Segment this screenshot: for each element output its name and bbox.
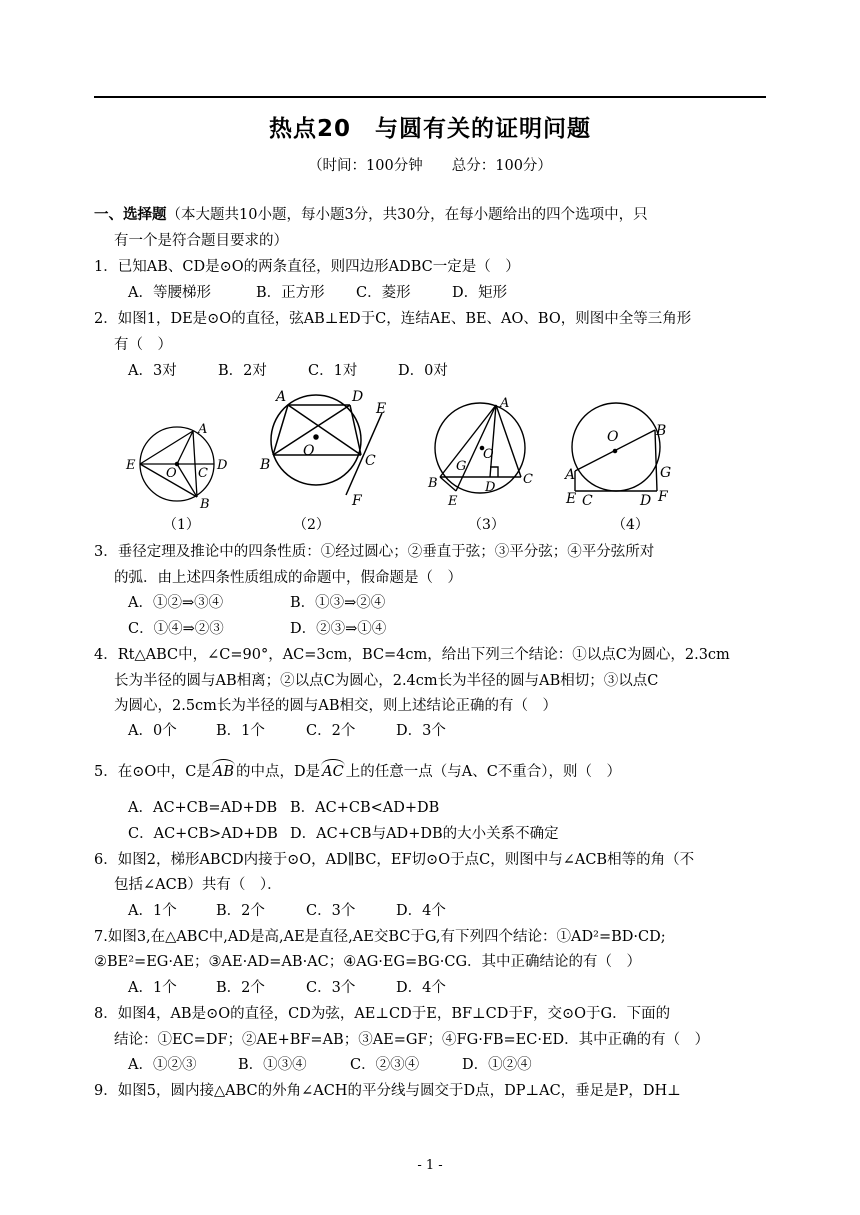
fig4-label-e: E (566, 491, 577, 507)
q8-option-a: A．①②③ (128, 1057, 197, 1073)
q6-option-a: A．1个 (128, 903, 177, 919)
q5-option-c: C．AC+CB>AD+DB (128, 826, 278, 842)
q5-stem-part2: 的中点，D是 (236, 764, 321, 780)
fig2-label-e: E (376, 401, 387, 417)
q4-stem-1: 4．Rt△ABC中，∠C=90°，AC=3cm，BC=4cm，给出下列三个结论：①以点C为圆心，2.3cm (94, 647, 730, 663)
q3-options-row1 (128, 593, 385, 613)
fig4-label-o: O (607, 429, 619, 445)
fig1-label-e: E (126, 458, 136, 473)
q7-options (128, 978, 446, 998)
fig4-label-b: B (656, 423, 667, 439)
q2-stem-2: 有（ ） (114, 337, 172, 353)
q4-options (128, 721, 446, 741)
fig4-label-d: D (640, 493, 652, 509)
q4-option-a: A．0个 (128, 723, 177, 739)
figures-row (120, 385, 700, 535)
fig2-label-d: D (352, 389, 364, 405)
q5-arc-ac: AC (322, 764, 344, 780)
q6-stem-2: 包括∠ACB）共有（ ）． (114, 877, 282, 893)
figure-2 (259, 389, 386, 509)
q7-option-b: B．2个 (216, 980, 265, 996)
fig4-label-g: G (660, 465, 672, 481)
fig2-label-a: A (276, 389, 287, 405)
q6-option-c: C．3个 (306, 903, 356, 919)
q5-arc-ab: AB (212, 764, 234, 780)
q6-option-d: D．4个 (396, 903, 446, 919)
figure-3-caption: （3） (468, 517, 505, 533)
q2-stem-1: 2．如图1，DE是⊙O的直径，弦AB⊥ED于C，连结AE、BE、AO、BO，则图中全等三角形 (94, 311, 692, 327)
q3-stem-1: 3．垂径定理及推论中的四条性质：①经过圆心；②垂直于弦；③平分弦；④平分弦所对 (94, 544, 655, 560)
page-title: 热点20 与圆有关的证明问题 (268, 116, 591, 142)
q3-option-c: C．①④⇒②③ (128, 621, 224, 637)
q5-option-d: D．AC+CB与AD+DB的大小关系不确定 (290, 826, 559, 842)
figure-2-caption: （2） (293, 517, 330, 533)
q8-stem-2: 结论：①EC=DF；②AE+BF=AB；③AE=GF；④FG·FB=EC·ED．其中正确的有（ ） (114, 1032, 710, 1048)
fig3-label-b: B (428, 476, 438, 491)
fig4-label-c: C (582, 493, 593, 509)
q5-stem-part1: 5．在⊙O中，C是 (94, 764, 211, 780)
q6-option-b: B．2个 (216, 903, 265, 919)
q9-stem-1: 9．如图5，圆内接△ABC的外角∠ACH的平分线与圆交于D点，DP⊥AC，垂足是P，DH⊥ (94, 1083, 681, 1099)
figure-4 (563, 403, 671, 509)
fig1-label-o: O (166, 466, 177, 481)
q6-stem-1: 6．如图2，梯形ABCD内接于⊙O，AD∥BC，EF切⊙O于点C，则图中与∠ACB相等的角（不 (94, 852, 695, 868)
section-heading-line (94, 205, 648, 225)
q4-stem-3: 为圆心，2.5cm长为半径的圆与AB相交，则上述结论正确的有（ ） (114, 698, 558, 714)
q3-options-row2 (128, 619, 386, 639)
fig3-label-o: O (483, 447, 494, 462)
fig3-label-g: G (456, 459, 467, 474)
q7-option-c: C．3个 (306, 980, 356, 996)
top-rule (94, 96, 766, 98)
q7-option-d: D．4个 (396, 980, 446, 996)
q4-option-b: B．1个 (216, 723, 265, 739)
q1-option-c: C．菱形 (356, 285, 411, 301)
q8-option-b: B．①③④ (238, 1057, 307, 1073)
q7-stem-2: ②BE²=EG·AE；③AE·AD=AB·AC；④AG·EG=BG·CG．其中正确结论的有（ ） (94, 954, 642, 970)
fig3-label-d: D (485, 480, 496, 495)
q3-option-a: A．①②⇒③④ (128, 595, 224, 611)
q8-options (128, 1055, 532, 1075)
q4-option-c: C．2个 (306, 723, 356, 739)
fig1-label-d: D (217, 458, 228, 473)
q1-option-a: A．等腰梯形 (128, 285, 211, 301)
q2-option-c: C．1对 (308, 363, 358, 379)
page-subtitle: （时间：100分钟 总分：100分） (308, 158, 552, 174)
figure-1-caption: （1） (163, 517, 200, 533)
section-desc-2: 有一个是符合题目要求的） (114, 233, 288, 249)
figure-1 (125, 422, 228, 512)
q7-option-a: A．1个 (128, 980, 177, 996)
fig1-label-a: A (198, 422, 208, 437)
figure-4-caption: （4） (612, 517, 649, 533)
q5-stem (94, 762, 621, 782)
fig3-label-c: C (523, 472, 533, 487)
q1-options (128, 283, 507, 303)
section-desc-1: （本大题共10小题，每小题3分，共30分，在每小题给出的四个选项中，只 (166, 207, 648, 223)
fig3-label-a: A (500, 396, 510, 411)
figure-3 (427, 396, 533, 509)
q4-option-d: D．3个 (396, 723, 446, 739)
q3-option-b: B．①③⇒②④ (290, 595, 386, 611)
q4-stem-2: 长为半径的圆与AB相离；②以点C为圆心，2.4cm长为半径的圆与AB相切；③以点C (114, 673, 659, 689)
q3-option-d: D．②③⇒①④ (290, 621, 387, 637)
q5-option-b: B．AC+CB<AD+DB (290, 800, 440, 816)
q2-options (128, 361, 448, 381)
fig3-label-e: E (448, 494, 458, 509)
fig2-label-f: F (352, 493, 362, 509)
q2-option-b: B．2对 (218, 363, 267, 379)
fig1-label-b: B (200, 497, 210, 512)
fig1-label-c: C (198, 466, 208, 481)
q7-stem-1: 7.如图3,在△ABC中,AD是高,AE是直径,AE交BC于G,有下列四个结论：①AD²=BD·CD; (94, 929, 666, 945)
fig2-label-o: O (303, 443, 315, 459)
q2-option-d: D．0对 (398, 363, 448, 379)
q5-stem-part3: 上的任意一点（与A、C不重合），则（ ） (345, 764, 622, 780)
q1-option-d: D．矩形 (452, 285, 508, 301)
fig4-label-f: F (658, 489, 668, 505)
fig2-label-c: C (365, 453, 376, 469)
section-heading: 一、选择题 (94, 207, 167, 223)
q3-stem-2: 的弧．由上述四条性质组成的命题中，假命题是（ ） (114, 570, 462, 586)
fig2-label-b: B (260, 457, 271, 473)
q2-option-a: A．3对 (128, 363, 177, 379)
q8-stem-1: 8．如图4，AB是⊙O的直径，CD为弦，AE⊥CD于E，BF⊥CD于F，交⊙O于G．下面的 (94, 1006, 671, 1022)
q5-options-row2 (128, 824, 559, 844)
q1-option-b: B．正方形 (256, 285, 325, 301)
page-number: - 1 - (417, 1158, 443, 1173)
q5-options-row1 (128, 798, 439, 818)
q6-options (128, 901, 446, 921)
q5-option-a: A．AC+CB=AD+DB (128, 800, 278, 816)
q8-option-c: C．②③④ (350, 1057, 420, 1073)
q8-option-d: D．①②④ (462, 1057, 532, 1073)
q1-stem: 1．已知AB、CD是⊙O的两条直径，则四边形ADBC一定是（ ） (94, 259, 520, 275)
fig4-label-a: A (565, 467, 576, 483)
